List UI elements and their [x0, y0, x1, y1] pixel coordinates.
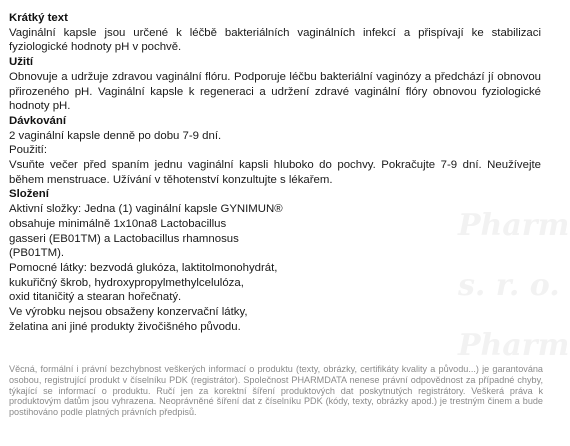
product-content [9, 11, 541, 334]
section-heading-composition: Složení [9, 188, 49, 201]
composition-line: gasseri (EB01TM) a Lactobacillus rhamnosus [9, 232, 239, 245]
composition-line: obsahuje minimálně 1x10na8 Lactobacillus [9, 217, 227, 230]
section-body-dosage: 2 vaginální kapsle denně po dobu 7-9 dní. [9, 129, 222, 142]
composition-line: oxid titaničitý a stearan hořečnatý. [9, 291, 182, 304]
composition-line: Ve výrobku nejsou obsaženy konzervační látky, [9, 306, 248, 319]
section-heading-dosage: Dávkování [9, 114, 66, 127]
composition-line: želatina ani jiné produkty živočišného původu. [9, 320, 241, 333]
section-body-composition [9, 202, 541, 334]
composition-line: (PB01TM). [9, 247, 65, 260]
legal-disclaimer: Věcná, formální i právní bezchybnost veškerých informací o produktu (texty, obrázky, certifikáty kvality a původu...) je garantována osobou, registrující produkt v číselníku PDK (registrátor). Společnost PHARMDATA nenese právní odpovědnost za případné chyby, týkající se informací o produktu. Ručí jen za korektní šíření produktových dat poskytnutých registrátory. Veškerá práva k produktovým datům jsou vyhrazena. Neoprávněné šíření dat z číselníku PDK (kódy, texty, obrázky apod.) je trestným činem a bude postihováno podle platných právních předpisů. [9, 364, 543, 417]
section-short-text [9, 11, 541, 55]
section-composition [9, 187, 541, 334]
composition-line: kukuřičný škrob, hydroxypropylmethylcelulóza, [9, 276, 244, 289]
watermark-text-3: Pharm [458, 328, 570, 363]
composition-line: Pomocné látky: bezvodá glukóza, laktitolmonohydrát, [9, 261, 278, 274]
section-heading-short-text: Krátký text [9, 12, 68, 24]
section-body-application: Vsuňte večer před spaním jednu vaginální kapsli hluboko do pochvy. Pokračujte 7-9 dní. Neužívejte během menstruace. Užívání v těhotenství konzultujte s lékařem. [9, 159, 541, 186]
composition-line: Aktivní složky: Jedna (1) vaginální kapsle GYNIMUN® [9, 203, 283, 216]
section-body-short-text: Vaginální kapsle jsou určené k léčbě bakteriálních vaginálních infekcí a přispívají ke stabilizaci fyziologické hodnoty pH v pochvě. [9, 26, 541, 54]
section-heading-usage: Užití [9, 56, 34, 69]
section-usage [9, 55, 541, 114]
section-dosage [9, 114, 541, 188]
section-body-usage: Obnovuje a udržuje zdravou vaginální flóru. Podporuje léčbu bakteriální vaginózy a předchází jí obnovou přirozeného pH. Vaginální kapsle k regeneraci a udržení zdravé vaginální flóry obnovou fyziologické hodnoty pH. [9, 70, 541, 113]
watermark-text-1: Pharm [458, 208, 570, 243]
section-label-application: Použití: [9, 144, 47, 157]
watermark-text-2: s. r. o. [458, 268, 560, 303]
